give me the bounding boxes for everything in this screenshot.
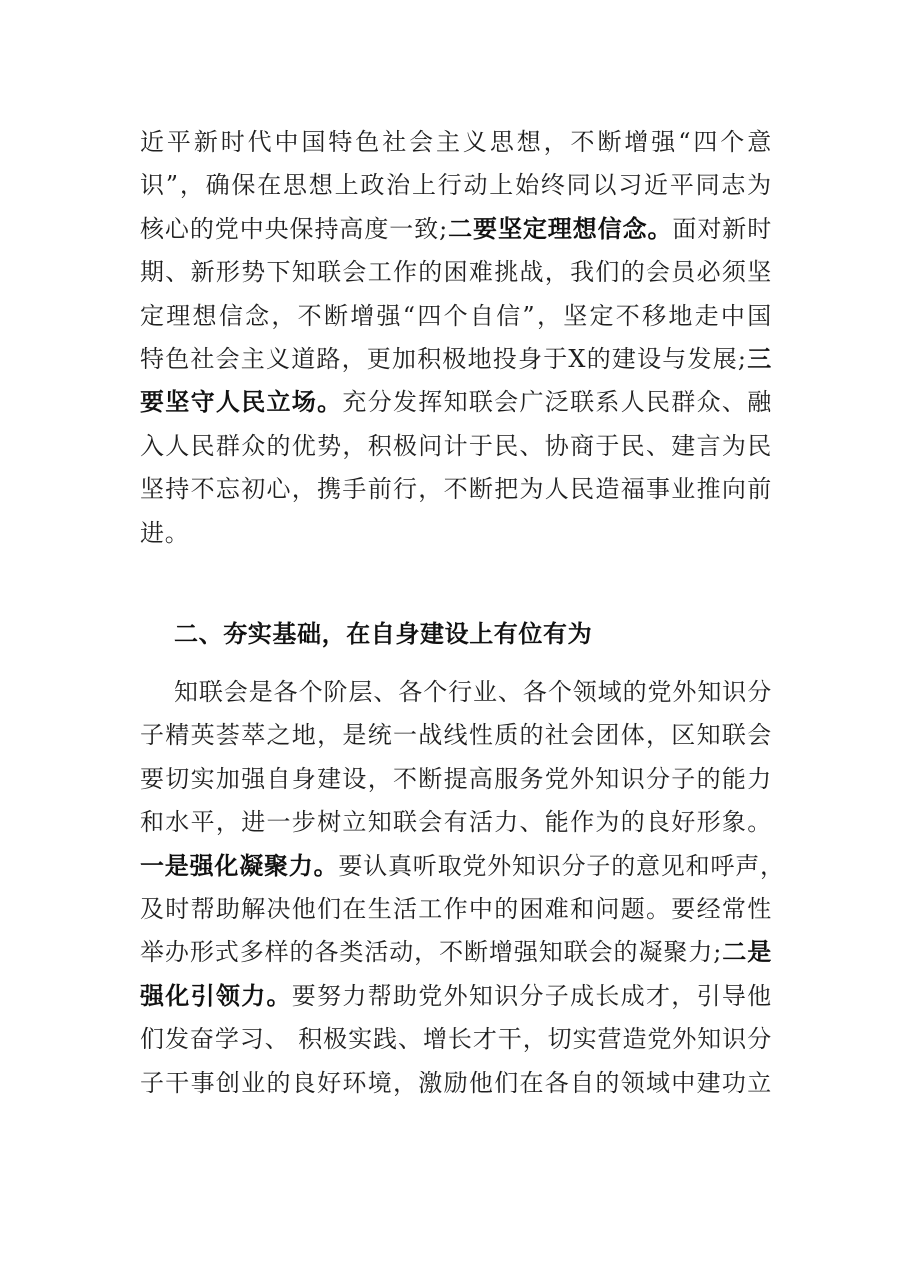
paragraph-line bbox=[140, 845, 785, 888]
plain-text: 特色社会主义道路，更加积极地投身于X的建设与发展; bbox=[140, 344, 747, 373]
plain-text: 面对新时 bbox=[672, 214, 772, 243]
paragraph-ideals bbox=[140, 121, 772, 555]
bold-point-two: 二要坚定理想信念。 bbox=[447, 214, 673, 243]
paragraph-line: 子干事创业的良好环境，激励他们在各自的领域中建功立 bbox=[140, 1068, 772, 1097]
plain-text: 核心的党中央保持高度一致; bbox=[140, 214, 448, 243]
bold-point-three: 要坚守人民立场。 bbox=[140, 388, 343, 417]
paragraph-line bbox=[140, 975, 772, 1018]
paragraph-line: 坚持不忘初心，携手前行，不断把为人民造福事业推向前 bbox=[140, 475, 772, 504]
plain-text: 充分发挥知联会广泛联系人民群众、融 bbox=[342, 388, 772, 417]
plain-text: 要努力帮助党外知识分子成长成才，引导他 bbox=[291, 981, 772, 1010]
paragraph-line: 及时帮助解决他们在生活工作中的困难和问题。要经常性 bbox=[140, 894, 772, 923]
paragraph-line: 进。 bbox=[140, 518, 190, 547]
paragraph-line: 期、新形势下知联会工作的困难挑战，我们的会员必须坚 bbox=[140, 258, 772, 287]
paragraph-self-building bbox=[140, 671, 785, 1105]
paragraph-line: 定理想信念，不断增强“四个自信”，坚定不移地走中国 bbox=[140, 301, 772, 330]
paragraph-line: 和水平，进一步树立知联会有活力、能作为的良好形象。 bbox=[140, 808, 772, 837]
plain-text: 举办形式多样的各类活动，不断增强知联会的凝聚力; bbox=[140, 938, 723, 967]
paragraph-line bbox=[140, 208, 772, 251]
paragraph-line: 子精英荟萃之地，是统一战线性质的社会团体，区知联会 bbox=[140, 721, 772, 750]
plain-text: 要认真听取党外知识分子的意见和呼声， bbox=[338, 851, 785, 880]
paragraph-line: 知联会是各个阶层、各个行业、各个领域的党外知识分 bbox=[174, 678, 772, 706]
paragraph-line bbox=[140, 931, 772, 974]
paragraph-line: 要切实加强自身建设，不断提高服务党外知识分子的能力 bbox=[140, 764, 772, 793]
paragraph-line: 入人民群众的优势，积极问计于民、协商于民、建言为民 bbox=[140, 431, 772, 460]
bold-point-two: 强化引领力。 bbox=[140, 981, 292, 1010]
bold-point-one: 一是强化凝聚力。 bbox=[140, 851, 339, 880]
paragraph-line: 近平新时代中国特色社会主义思想，不断增强“四个意 bbox=[140, 128, 772, 156]
paragraph-line: 们发奋学习、 积极实践、增长才干，切实营造党外知识分 bbox=[140, 1025, 772, 1054]
bold-point-three-start: 三 bbox=[746, 344, 772, 373]
bold-point-two-start: 二是 bbox=[722, 938, 772, 967]
paragraph-line bbox=[140, 381, 772, 424]
section-heading: 二、夯实基础，在自身建设上有位有为 bbox=[174, 620, 593, 648]
paragraph-line bbox=[140, 338, 772, 381]
paragraph-line: 识”，确保在思想上政治上行动上始终同以习近平同志为 bbox=[140, 171, 772, 200]
